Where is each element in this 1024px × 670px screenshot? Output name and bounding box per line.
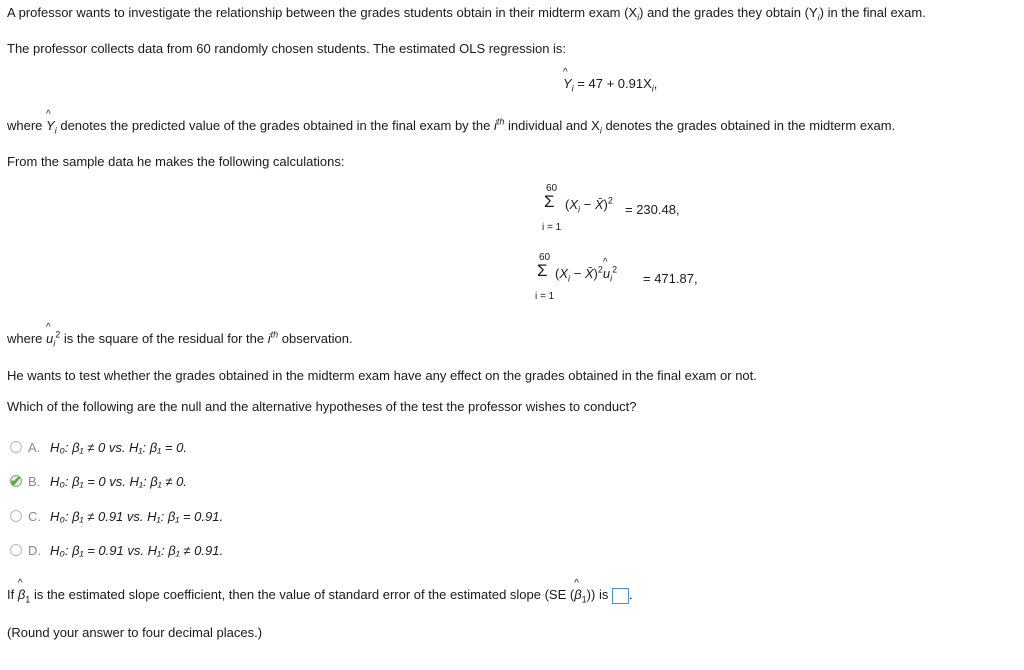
option-b[interactable]: ✔ B. H₀: β₁ = 0 vs. H₁: β₁ ≠ 0. (10, 473, 187, 489)
radio-button-a[interactable] (10, 441, 22, 453)
intro-text-1: A professor wants to investigate the relationship between the grades students obtain in their midterm exam (X (7, 5, 638, 20)
option-d-text: H₀: β₁ = 0.91 vs. H₁: β₁ ≠ 0.91. (50, 542, 224, 558)
sum1-value: = 230.48, (625, 202, 680, 217)
option-a-text: H₀: β₁ ≠ 0 vs. H₁: β₁ = 0. (50, 439, 187, 455)
option-c[interactable]: C. H₀: β₁ ≠ 0.91 vs. H₁: β₁ = 0.91. (10, 507, 223, 525)
residual-definition: where ^ $u_i^2$ is the square of the residual for the $i^{th}$ observation. (7, 331, 353, 346)
intro-text-3: ) in the final exam. (819, 5, 926, 20)
sigma-symbol: Σ (544, 192, 555, 211)
data-collection-paragraph: The professor collects data from 60 randomly chosen students. The estimated OLS regression is: (7, 41, 567, 56)
regression-equation: ^ $Y_i = 47 + 0.91X_i$, (563, 76, 657, 91)
calculations-intro: From the sample data he makes the following calculations: (7, 154, 345, 169)
definition-paragraph: where ^ $Y_i$ denotes the predicted value of the grades obtained in the final exam by the $i^{th}$ individual and $X_i$ denotes the grades obtained in the midterm exam. (7, 118, 895, 133)
radio-button-b-selected[interactable] (10, 475, 22, 487)
equation-rhs: = 47 + 0.91X (577, 76, 652, 91)
test-description: He wants to test whether the grades obtained in the midterm exam have any effect on the grades obtained in the final exam or not. (7, 368, 757, 383)
answer-input[interactable] (612, 588, 629, 604)
checkmark-icon: ✔ (10, 473, 22, 489)
sum2-value: = 471.87, (643, 271, 698, 286)
standard-error-question: If ^ $\beta_1$ is the estimated slope coefficient, then the value of standard error of the estimated slope (SE (^ $\beta_1$)) is . (7, 587, 633, 604)
sum-squared-deviations: 60 Σ i = 1 ($X_i$ − X̄)$^2$ = 230.48, (542, 183, 680, 233)
option-d[interactable]: D. H₀: β₁ = 0.91 vs. H₁: β₁ ≠ 0.91. (10, 541, 223, 559)
intro-paragraph: A professor wants to investigate the relationship between the grades students obtain in their midterm exam $(X_i)$ and the grades they obtain $(Y_i)$ in the final exam. (7, 5, 926, 23)
option-b-text: H₀: β₁ = 0 vs. H₁: β₁ ≠ 0. (50, 473, 187, 489)
question-prompt: Which of the following are the null and the alternative hypotheses of the test the professor wishes to conduct? (7, 399, 637, 414)
radio-button-c[interactable] (10, 510, 22, 522)
sigma-symbol: Σ (537, 261, 548, 280)
rounding-note: (Round your answer to four decimal places.) (7, 625, 263, 640)
intro-text-2: ) and the grades they obtain (Y (639, 5, 818, 20)
sum-weighted-residuals: 60 Σ i = 1 ($X_i$ − X̄)$^2$^ $u_i^2$ = 471.87, (533, 252, 733, 312)
option-c-text: H₀: β₁ ≠ 0.91 vs. H₁: β₁ = 0.91. (50, 508, 224, 524)
radio-button-d[interactable] (10, 544, 22, 556)
option-a[interactable]: A. H₀: β₁ ≠ 0 vs. H₁: β₁ = 0. (10, 438, 187, 456)
